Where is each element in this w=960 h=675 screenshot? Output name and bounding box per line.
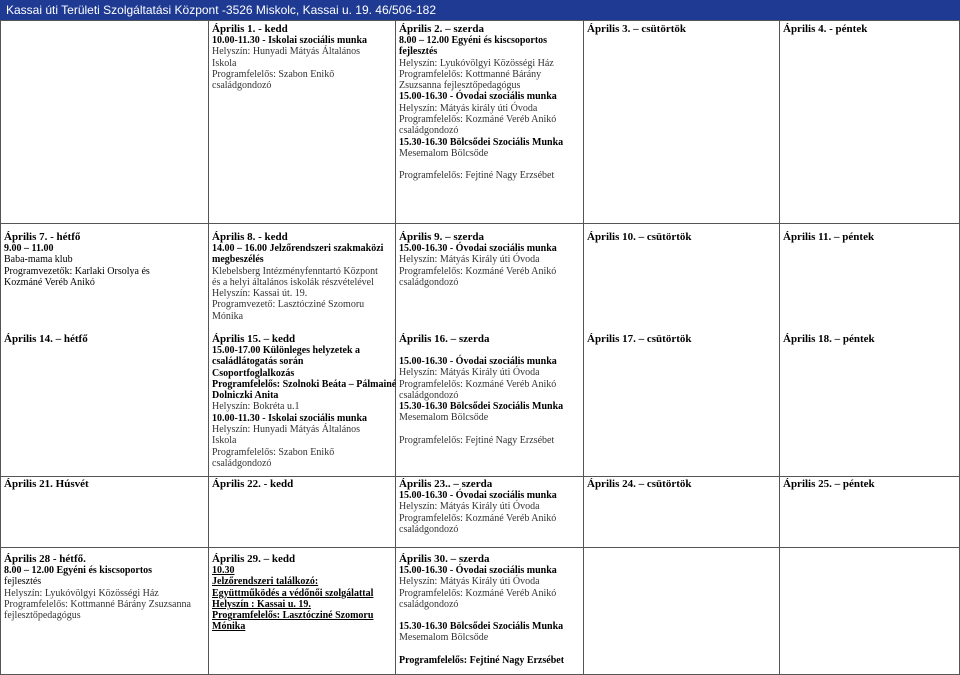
- cell-april-8: [212, 231, 383, 322]
- event-line: Programfelelős: Kottmanné Bárány Zsuzsanna: [4, 598, 191, 610]
- event-line: és a helyi általános iskolák részvételével: [212, 276, 374, 288]
- day-heading: Április 7. - hétfő: [4, 231, 81, 243]
- event-line: Helyszín: Lyukóvölgyi Közösségi Ház: [399, 57, 554, 69]
- day-heading: Április 29. – kedd: [212, 553, 296, 565]
- day-heading: Április 17. – csütörtök: [587, 333, 692, 345]
- event-line: Mesemalom Bölcsőde: [399, 147, 489, 159]
- event-line: 14.00 – 16.00 Jelzőrendszeri szakmaközi: [212, 243, 384, 254]
- event-line: Helyszín: Bokréta u.1: [212, 401, 300, 413]
- event-line: fejlesztés: [4, 576, 42, 588]
- event-line: 15.00-17.00 Különleges helyzetek a: [212, 345, 361, 356]
- event-line: 9.00 – 11.00: [4, 243, 54, 254]
- event-line: Helyszín: Mátyás király úti Óvoda: [399, 102, 538, 114]
- event-line: Dolniczki Anita: [212, 390, 279, 402]
- day-heading: Április 24. – csütörtök: [587, 478, 692, 490]
- event-line: Programfelelős: Kozmáné Veréb Anikó: [399, 265, 557, 277]
- event-line: családgondozó: [399, 389, 459, 401]
- cell-april-15: [212, 333, 396, 469]
- cell-april-3: [587, 23, 686, 35]
- day-heading: [399, 23, 563, 35]
- event-line: fejlesztőpedagógus: [4, 610, 81, 622]
- day-heading: Április 14. – hétfő: [4, 333, 88, 345]
- event-line: 15.30-16.30 Bölcsődei Szociális Munka: [399, 136, 564, 148]
- grid-line: [208, 20, 209, 675]
- grid-line: [779, 20, 780, 675]
- event-line: Klebelsberg Intézményfenntartó Központ: [212, 265, 378, 277]
- event-line: családgondozó: [212, 457, 272, 469]
- title-bar: [0, 0, 960, 20]
- spacer: [399, 345, 563, 356]
- cell-april-29: [212, 553, 373, 633]
- day-heading: Április 16. – szerda: [399, 333, 490, 345]
- event-line: 10.00-11.30 - Iskolai szociális munka: [212, 412, 368, 424]
- event-line: Csoportfoglalkozás: [212, 367, 295, 379]
- event-line: Programfelelős: Fejtiné Nagy Erzsébet: [399, 170, 555, 182]
- spacer: [399, 644, 564, 655]
- event-line: Programfelelős: Fejtiné Nagy Erzsébet: [399, 434, 555, 446]
- event-line: Helyszín: Mátyás Király úti Óvoda: [399, 254, 540, 266]
- day-heading: Április 4. - péntek: [783, 23, 868, 35]
- event-line: fejlesztés: [399, 46, 438, 58]
- grid-line: [583, 20, 584, 675]
- cell-april-10: [587, 231, 692, 243]
- event-line: Programvezető: Lasztócziné Szomoru: [212, 299, 365, 311]
- day-heading: Április 3. – csütörtök: [587, 23, 686, 35]
- event-line: Iskola: [212, 435, 237, 447]
- event-line: Helyszín: Mátyás Király úti Óvoda: [399, 367, 540, 379]
- spacer: [399, 610, 564, 621]
- cell-april-22: [212, 478, 293, 490]
- event-line: Programfelelős: Kozmáné Veréb Anikó: [399, 378, 557, 390]
- event-line: 10.00-11.30 - Iskolai szociális munka: [212, 35, 368, 46]
- grid-line: [0, 223, 960, 224]
- day-heading: Április 30. – szerda: [399, 553, 490, 565]
- day-heading: Április 25. – péntek: [783, 478, 875, 490]
- event-line: Együttműködés a védőnői szolgálattal: [212, 587, 374, 599]
- event-line: Programfelelős: Kozmáné Veréb Anikó: [399, 114, 557, 126]
- cell-april-23: [399, 478, 557, 535]
- event-line: családgondozó: [399, 598, 459, 610]
- day-heading: Április 10. – csütörtök: [587, 231, 692, 243]
- event-line: Jelzőrendszeri találkozó:: [212, 576, 319, 588]
- event-line: Kozmáné Veréb Anikó: [4, 276, 95, 288]
- event-line: 15.00-16.30 - Óvodai szociális munka: [399, 356, 557, 367]
- event-line: Helyszín: Mátyás Király úti Óvoda: [399, 501, 540, 513]
- event-line: Programvezetők: Karlaki Orsolya és: [4, 265, 150, 277]
- event-line: Programfelelős: Kozmáné Veréb Anikó: [399, 587, 557, 599]
- event-line: családgondozó: [399, 523, 459, 535]
- event-line: Programfelelős: Fejtiné Nagy Erzsébet: [399, 654, 565, 666]
- page-title: Kassai úti Területi Szolgáltatási Központ -3526 Miskolc, Kassai u. 19. 46/506-182: [6, 3, 437, 17]
- cell-april-28: [4, 553, 191, 621]
- spacer: [399, 159, 563, 170]
- grid-line: [0, 476, 960, 477]
- cell-april-2: [399, 23, 563, 182]
- event-line: 15.00-16.30 - Óvodai szociális munka: [399, 565, 557, 576]
- event-line: 15.30-16.30 Bölcsődei Szociális Munka: [399, 621, 564, 633]
- cell-april-17: [587, 333, 692, 345]
- event-line: Helyszín: Lyukóvölgyi Közösségi Ház: [4, 587, 159, 599]
- spacer: [399, 424, 563, 435]
- event-line: 8.00 – 12.00 Egyéni és kiscsoportos: [4, 565, 153, 576]
- grid-line: [0, 20, 960, 21]
- event-line: 15.00-16.30 - Óvodai szociális munka: [399, 490, 557, 501]
- event-line: Mesemalom Bölcsőde: [399, 632, 489, 644]
- cell-april-14: [4, 333, 88, 345]
- event-line: Programfelelős: Lasztócziné Szomoru: [212, 610, 374, 622]
- cell-april-16: [399, 333, 563, 446]
- event-line: 15.00-16.30 - Óvodai szociális munka: [399, 91, 557, 103]
- cell-april-25: [783, 478, 875, 490]
- event-line: Programfelelős: Kozmáné Veréb Anikó: [399, 512, 557, 524]
- day-heading: Április 23.. – szerda: [399, 478, 493, 490]
- day-heading: Április 8. - kedd: [212, 231, 288, 243]
- event-line: Programfelelős: Kottmanné Bárány: [399, 68, 542, 80]
- event-line: családgondozó: [212, 80, 272, 92]
- cell-april-7: [4, 231, 150, 288]
- cell-april-9: [399, 231, 557, 288]
- day-heading: Április 18. – péntek: [783, 333, 875, 345]
- event-line: Programfelelős: Szabon Enikő: [212, 446, 335, 458]
- cell-april-21: [4, 478, 89, 490]
- event-line: Mónika: [212, 621, 246, 633]
- cell-april-1: [212, 23, 367, 91]
- event-line: Helyszín: Hunyadi Mátyás Általános: [212, 424, 361, 436]
- event-line: 10.30: [212, 565, 235, 576]
- day-heading: Április 28 - hétfő.: [4, 553, 86, 565]
- event-line: Mónika: [212, 310, 244, 322]
- event-line: Mesemalom Bölcsőde: [399, 412, 489, 424]
- day-heading: Április 9. – szerda: [399, 231, 484, 243]
- day-heading: Április 15. – kedd: [212, 333, 296, 345]
- event-line: családlátogatás során: [212, 356, 304, 368]
- day-label: Április 2. – szerda: [399, 23, 484, 35]
- cell-april-11: [783, 231, 874, 243]
- event-line: Programfelelős: Szabon Enikő: [212, 68, 335, 80]
- event-line: Helyszín: Kassai út. 19.: [212, 288, 308, 300]
- event-line: 8.00 – 12.00 Egyéni és kiscsoportos: [399, 35, 548, 46]
- day-heading: Április 22. - kedd: [212, 478, 294, 490]
- event-line: Helyszín: Mátyás Király úti Óvoda: [399, 576, 540, 588]
- grid-line: [0, 20, 1, 675]
- cell-april-30: [399, 553, 564, 666]
- day-heading: Április 21. Húsvét: [4, 478, 89, 490]
- event-line: megbeszélés: [212, 254, 264, 266]
- cell-april-24: [587, 478, 692, 490]
- event-line: 15.30-16.30 Bölcsődei Szociális Munka: [399, 401, 564, 413]
- event-line: Zsuzsanna fejlesztőpedagógus: [399, 80, 521, 92]
- event-line: Iskola: [212, 57, 237, 69]
- event-line: 15.00-16.30 - Óvodai szociális munka: [399, 243, 557, 254]
- day-heading: Április 11. – péntek: [783, 231, 875, 243]
- event-line: Helyszín : Kassai u. 19.: [212, 598, 311, 610]
- event-line: Programfelelős: Szolnoki Beáta – Pálmainé: [212, 378, 397, 390]
- cell-april-4: [783, 23, 867, 35]
- event-line: Baba-mama klub: [4, 254, 73, 266]
- event-line: Helyszín: Hunyadi Mátyás Általános: [212, 46, 361, 58]
- event-line: családgondozó: [399, 276, 459, 288]
- day-heading: Április 1. - kedd: [212, 23, 288, 35]
- grid-line: [0, 547, 960, 548]
- event-line: családgondozó: [399, 125, 459, 137]
- cell-april-18: [783, 333, 875, 345]
